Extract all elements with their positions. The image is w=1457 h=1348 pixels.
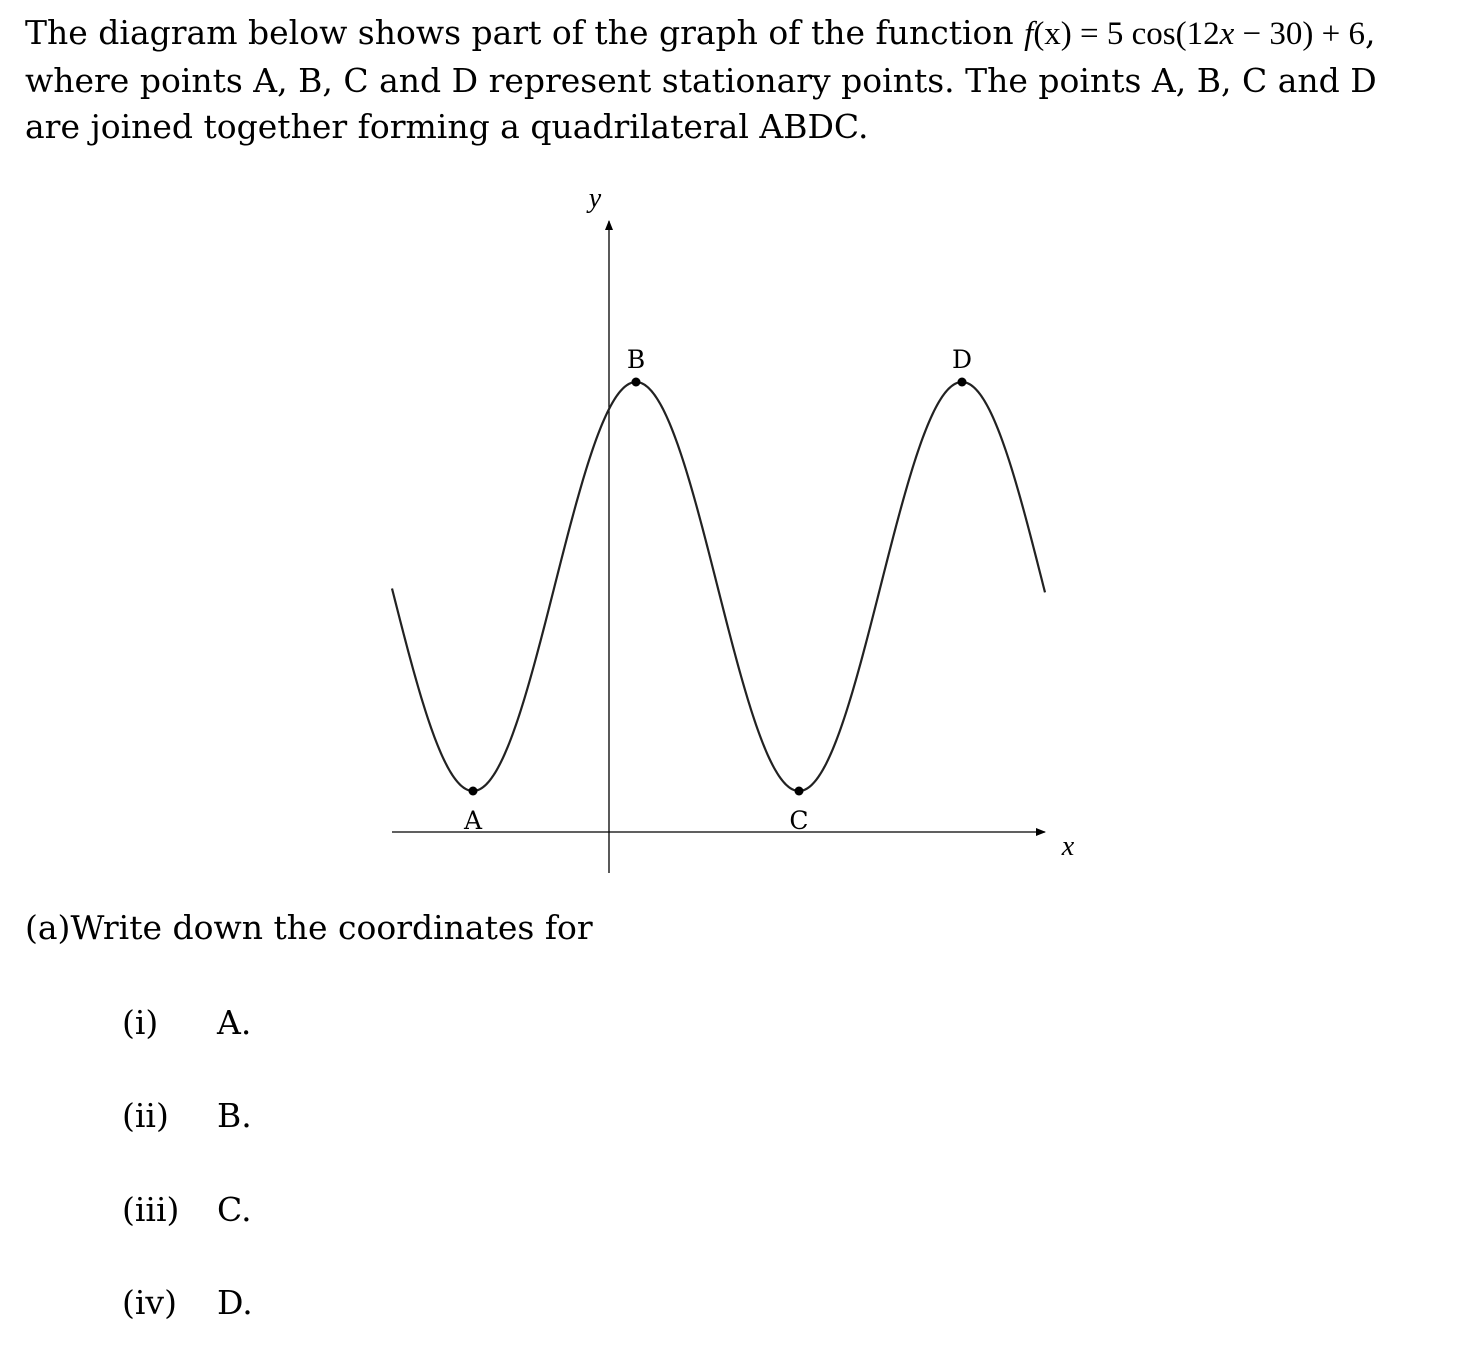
sub-question-2	[122, 1093, 252, 1139]
function-rest: − 30) + 6	[1234, 16, 1366, 52]
part-a-text: Write down the coordinates for	[70, 908, 593, 947]
sub-question-1	[122, 1000, 251, 1046]
sub-question-point: C.	[217, 1190, 252, 1229]
sub-question-point: D.	[217, 1283, 253, 1322]
part-a-prompt	[25, 905, 593, 951]
point-d-label: D	[951, 345, 973, 374]
y-axis-label: y	[588, 183, 602, 214]
sub-question-number: (iv)	[122, 1283, 177, 1322]
point-a-marker	[469, 787, 478, 796]
function-equals: = 5 cos(12	[1071, 16, 1220, 52]
sub-question-number: (ii)	[122, 1096, 169, 1135]
sub-question-point: B.	[217, 1096, 252, 1135]
intro-end: , where points A, B, C and D represent stationary points. The points A, B, C and D are joined together forming a quadrilateral ABDC.	[25, 13, 1377, 146]
point-a-label: A	[463, 806, 483, 835]
point-c-marker	[795, 787, 804, 796]
sub-question-point: A.	[217, 1003, 252, 1042]
function-x: x	[1219, 16, 1235, 52]
function-name: f	[1024, 16, 1034, 52]
sub-question-number: (iii)	[122, 1190, 180, 1229]
sub-question-4	[122, 1280, 253, 1326]
point-c-label: C	[789, 806, 809, 835]
part-a-label: (a)	[25, 908, 71, 947]
function-variable: (x)	[1033, 16, 1072, 52]
sub-question-number: (i)	[122, 1003, 159, 1042]
sub-question-3	[122, 1187, 252, 1233]
point-b-label: B	[626, 345, 646, 374]
point-b-marker	[632, 378, 641, 387]
intro-start: The diagram below shows part of the graph of the function	[25, 13, 1025, 52]
cosine-curve	[392, 382, 1045, 791]
x-axis-label: x	[1061, 831, 1075, 862]
point-d-marker	[958, 378, 967, 387]
